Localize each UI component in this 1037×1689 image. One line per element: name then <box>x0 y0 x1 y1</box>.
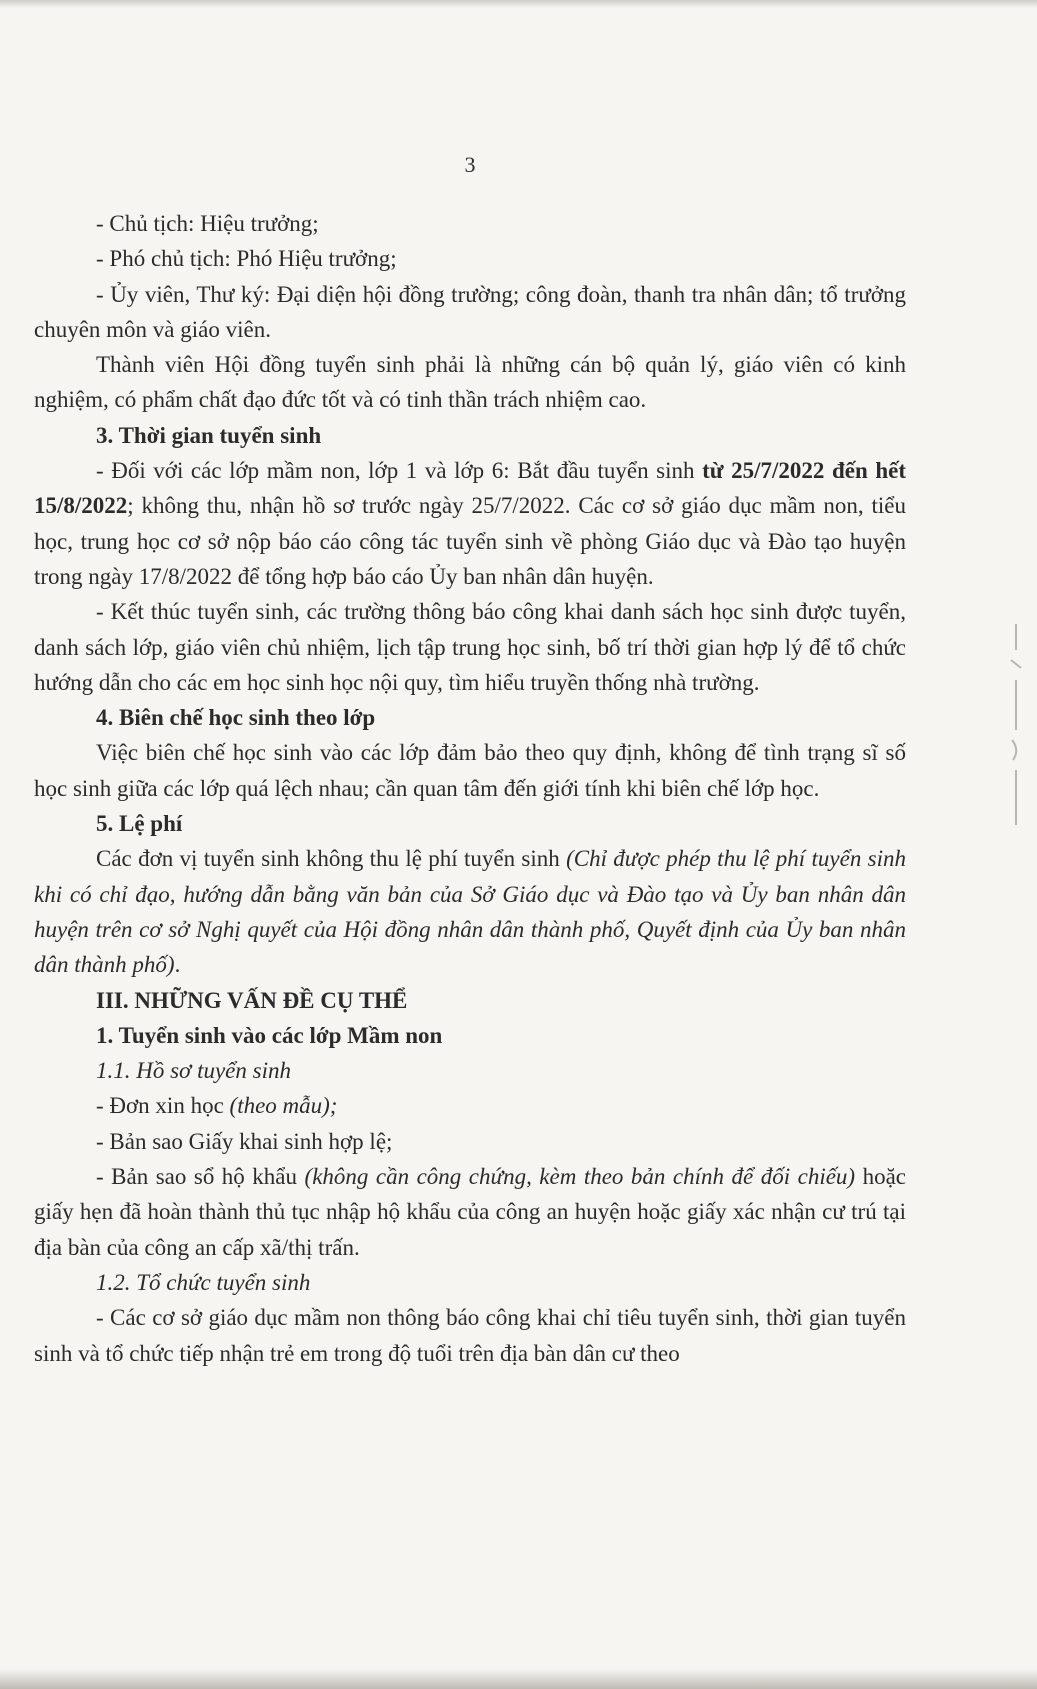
paragraph-class-assignment: Việc biên chế học sinh vào các lớp đảm bảo theo quy định, không để tình trạng sĩ số học sinh giữa các lớp quá lệch nhau; cần quan tâm đến giới tính khi biên chế lớp học. <box>34 740 906 801</box>
paragraph-members: - Ủy viên, Thư ký: Đại diện hội đồng trường; công đoàn, thanh tra nhân dân; tổ trưởng chuyên môn và giáo viên. <box>34 281 906 342</box>
text-run: - Bản sao sổ hộ khẩu <box>96 1164 305 1190</box>
paragraph-vice-chairman: - Phó chủ tịch: Phó Hiệu trưởng; <box>96 246 397 272</box>
document-body <box>34 206 906 1371</box>
heading-application-dossier: 1.1. Hồ sơ tuyển sinh <box>96 1058 291 1084</box>
page-bottom-edge <box>0 1669 1037 1689</box>
form-note: (theo mẫu); <box>229 1093 338 1119</box>
page-number: 3 <box>464 152 476 177</box>
enrollment-dates: từ 25/7/2022 đến hết 15/8/2022 <box>34 458 906 519</box>
paragraph-enrollment-period <box>34 453 906 594</box>
paragraph-birth-certificate: - Bản sao Giấy khai sinh hợp lệ; <box>96 1128 393 1154</box>
text-run: - Đơn xin học <box>96 1093 230 1119</box>
heading-enrollment-organization: 1.2. Tổ chức tuyển sinh <box>96 1269 311 1295</box>
fees-note: (Chỉ được phép thu lệ phí tuyển sinh khi có chỉ đạo, hướng dẫn bằng văn bản của Sở Giáo dục và Đào tạo và Ủy ban nhân dân huyện trên cơ sở Nghị quyết của Hội đồng nhân dân thành phố, Quyết định của Ủy ban nhân dân thành phố) <box>34 846 906 978</box>
paragraph-application-form <box>34 1088 906 1123</box>
text-run: ; không thu, nhận hồ sơ trước ngày 25/7/2022. Các cơ sở giáo dục mầm non, tiểu học, trung học cơ sở nộp báo cáo công tác tuyển sinh về phòng Giáo dục và Đào tạo huyện trong ngày 17/8/2022 để tổng hợp báo cáo Ủy ban nhân dân huyện. <box>34 493 906 589</box>
heading-kindergarten-enrollment: 1. Tuyển sinh vào các lớp Mầm non <box>96 1022 443 1048</box>
heading-class-assignment: 4. Biên chế học sinh theo lớp <box>96 705 376 731</box>
paragraph-fees <box>34 841 906 982</box>
paragraph-after-enrollment: - Kết thúc tuyển sinh, các trường thông báo công khai danh sách học sinh được tuyển, danh sách lớp, giáo viên chủ nhiệm, lịch tập trung học sinh, bố trí thời gian hợp lý để tổ chức hướng dẫn cho các em học sinh học nội quy, tìm hiểu truyền thống nhà trường. <box>34 599 906 695</box>
household-note: (không cần công chứng, kèm theo bản chính để đối chiếu) <box>304 1164 856 1190</box>
text-run: - Đối với các lớp mầm non, lớp 1 và lớp 6: Bắt đầu tuyển sinh <box>96 458 703 484</box>
paragraph-household-register <box>34 1159 906 1265</box>
text-run: . <box>174 952 181 978</box>
page-top-edge <box>0 0 1037 8</box>
heading-fees: 5. Lệ phí <box>96 811 183 837</box>
text-run: Các đơn vị tuyển sinh không thu lệ phí tuyển sinh <box>96 846 567 872</box>
paragraph-chairman: - Chủ tịch: Hiệu trưởng; <box>96 211 319 236</box>
paragraph-council-requirements: Thành viên Hội đồng tuyển sinh phải là những cán bộ quản lý, giáo viên có kinh nghiệm, có phẩm chất đạo đức tốt và có tinh thần trách nhiệm cao. <box>34 352 906 413</box>
heading-enrollment-time: 3. Thời gian tuyển sinh <box>96 422 322 448</box>
text-run: hoặc giấy hẹn đã hoàn thành thủ tục nhập hộ khẩu của công an huyện hoặc giấy xác nhận cư trú tại địa bàn của công an cấp xã/thị trấn. <box>34 1164 907 1260</box>
heading-section-iii: III. NHỮNG VẤN ĐỀ CỤ THỂ <box>96 987 408 1013</box>
margin-scribble <box>1005 620 1027 830</box>
paragraph-enrollment-organization: - Các cơ sở giáo dục mầm non thông báo công khai chỉ tiêu tuyển sinh, thời gian tuyển sinh và tổ chức tiếp nhận trẻ em trong độ tuổi trên địa bàn dân cư theo <box>34 1305 906 1366</box>
